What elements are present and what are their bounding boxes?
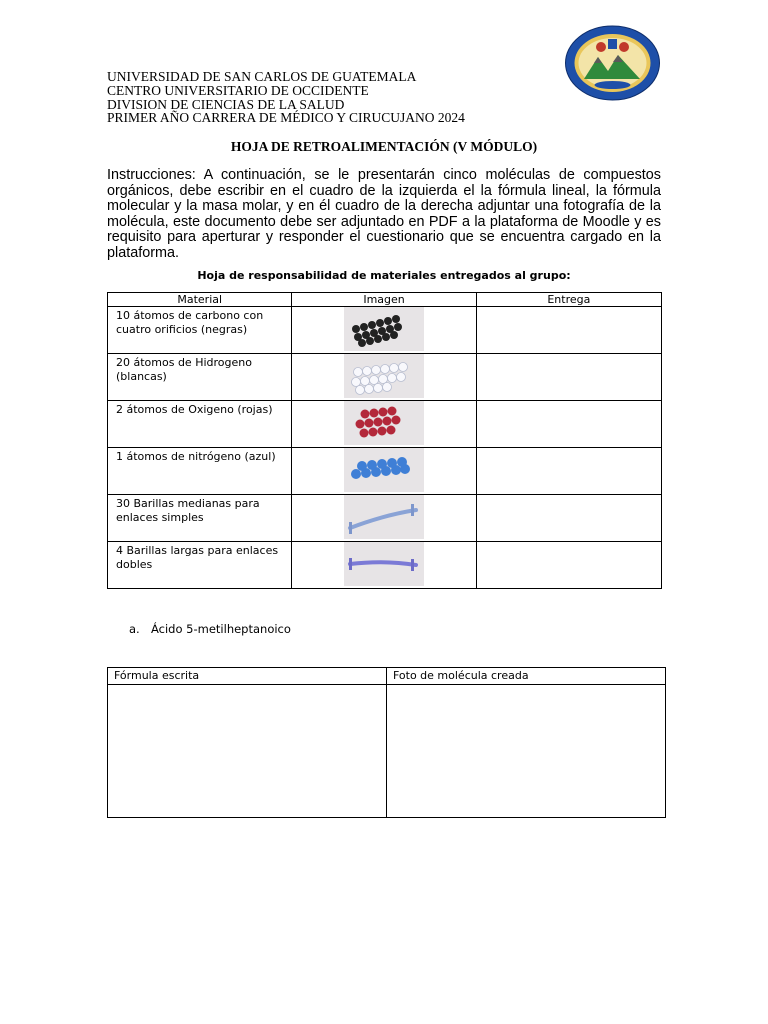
table-header-row (108, 668, 666, 685)
header-line: CENTRO UNIVERSITARIO DE OCCIDENTE (107, 82, 369, 98)
delivery-cell[interactable] (476, 448, 661, 495)
image-cell (292, 448, 476, 495)
material-cell: 10 átomos de carbono con cuatro orificios (negras) (108, 307, 292, 354)
material-cell: 30 Barillas medianas para enlaces simples (108, 495, 292, 542)
material-cell: 4 Barillas largas para enlaces dobles (108, 542, 292, 589)
table-row (108, 448, 662, 495)
image-cell (292, 401, 476, 448)
image-cell (292, 542, 476, 589)
molecule-name: Ácido 5-metilheptanoico (151, 622, 291, 636)
table-row (108, 542, 662, 589)
column-header-image: Imagen (292, 293, 476, 307)
delivery-cell[interactable] (476, 542, 661, 589)
long-bonds-image (344, 542, 424, 586)
instructions-paragraph: Instrucciones: A continuación, se le presentarán cinco moléculas de compuestos orgánicos, debe escribir en el cuadro de la izquierda el la fórmula lineal, la fórmula molecular y la masa molar, y en él cuadro de la derecha adjuntar una fotografía de la molécula, este documento debe ser adjuntado en PDF a la plataforma de Moodle y es requisito para aperturar y responder el cuestionario que se encuentra cargado en la plataforma. (107, 167, 661, 261)
column-header-photo: Foto de molécula creada (386, 668, 665, 685)
materials-table (107, 292, 662, 589)
document-title: HOJA DE RETROALIMENTACIÓN (V MÓDULO) (230, 139, 538, 154)
header-line: UNIVERSIDAD DE SAN CARLOS DE GUATEMALA (107, 69, 417, 84)
molecule-item (129, 622, 291, 636)
material-cell: 1 átomos de nitrógeno (azul) (108, 448, 292, 495)
blue-atoms-image (344, 448, 424, 492)
delivery-cell[interactable] (476, 307, 661, 354)
formula-cell[interactable] (108, 685, 387, 818)
delivery-cell[interactable] (476, 495, 661, 542)
image-cell (292, 495, 476, 542)
white-atoms-image (344, 354, 424, 398)
table-row (108, 307, 662, 354)
black-atoms-image (344, 307, 424, 351)
image-cell (292, 307, 476, 354)
column-header-formula: Fórmula escrita (108, 668, 387, 685)
materials-heading: Hoja de responsabilidad de materiales entregados al grupo: (197, 269, 571, 282)
delivery-cell[interactable] (476, 401, 661, 448)
material-cell: 20 átomos de Hidrogeno (blancas) (108, 354, 292, 401)
column-header-delivery: Entrega (476, 293, 661, 307)
table-row (108, 495, 662, 542)
header-line: PRIMER AÑO CARRERA DE MÉDICO Y CIRUCUJANO 2024 (107, 110, 465, 126)
university-seal-icon (564, 25, 661, 101)
institution-header (107, 70, 465, 125)
item-label: a. (129, 622, 140, 636)
table-row (108, 401, 662, 448)
image-cell (292, 354, 476, 401)
red-atoms-image (344, 401, 424, 445)
table-row (108, 354, 662, 401)
formula-table (107, 667, 666, 818)
medium-bonds-image (344, 495, 424, 539)
photo-cell[interactable] (386, 685, 665, 818)
material-cell: 2 átomos de Oxigeno (rojas) (108, 401, 292, 448)
column-header-material: Material (108, 293, 292, 307)
delivery-cell[interactable] (476, 354, 661, 401)
table-row (108, 685, 666, 818)
header-line: DIVISION DE CIENCIAS DE LA SALUD (107, 96, 345, 112)
table-header-row (108, 293, 662, 307)
